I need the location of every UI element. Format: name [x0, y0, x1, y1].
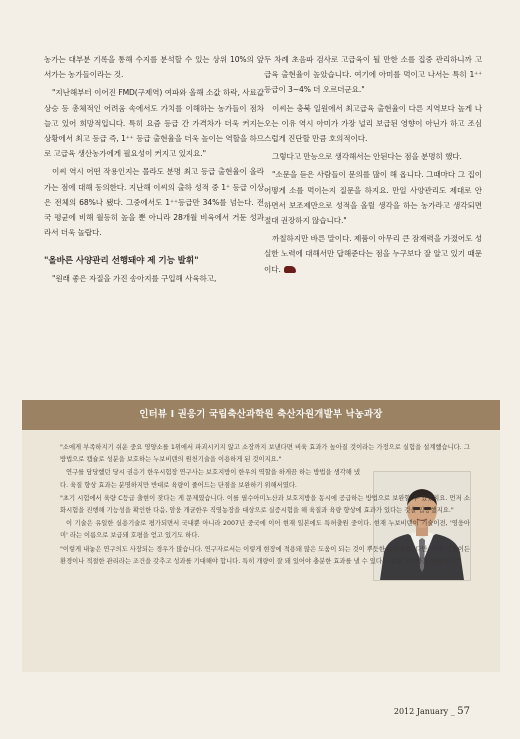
left-paragraph-4: "원래 좋은 자질을 가진 송아지를 구입해 사육하고,	[52, 274, 217, 284]
right-paragraph-4: "소문을 듣은 사람들이 문의를 많이 해 옵니다. 그때마다 그 집이 어떻게 소를 먹이는지 질문을 하지요. 만일 사양관리도 제대로 안 하면서 보조제만으로 성적을 올릴 생각을 하는 농가라고 생각되면 절대 권장하지 않습니다."	[264, 170, 482, 226]
left-paragraph-2: "지난해부터 이어진 FMD(구제역) 여파와 올해 소값 하락, 사료값 상승 등 총체적인 어려움 속에서도 가치를 이해하는 농가들이 점차 늘고 있어 희망적입니다. 특히 요즘 등급 간 가격차가 더욱 커지는 상황에서 최고 등급 즉, 1⁺⁺ 등급 출현율을 더욱 높이는 역할을 하므로 고급육 생산농가에게 필요성이 커지고 있지요."	[44, 88, 264, 159]
interview-paragraph-3: "초기 시험에서 육량 C등급 출현이 잦다는 게 문제였습니다. 이를 필수아미노산과 보호지방을 동시에 공급하는 방법으로 보완할 수 있었지요. 먼저 소화시험을 진행해 기능성을 확인한 다음, 암웅 개균한우 직영농장을 대상으로 실증시험을 해 육질과 육량 향상에 효과가 있다는 것을 입증했지요."	[60, 494, 470, 515]
right-paragraph-3: 그렇다고 만능으로 생각해서는 안된다는 점을 분명히 했다.	[272, 152, 462, 162]
interview-body	[60, 442, 470, 569]
left-paragraph-3: 이씨 역시 어떤 작용인지는 몰라도 분명 최고 등급 출현율이 올라가는 점에 대해 동의한다. 지난해 이씨의 출하 성적 중 1⁺ 등급 이상은 전체의 68%나 됐다. 그중에서도 1⁺⁺등급만 34%를 넘는다. 전국 평균에 비해 월등히 높을 뿐 아니라 28개월 비육에서 거둔 성과라서 더욱 놀랍다.	[44, 167, 264, 238]
right-paragraph-1: 두 차례 초음파 검사로 고급육이 될 만한 소를 집중 관리하니까 고급육 출현율이 높았습니다. 여기에 아미를 먹이고 나서는 특히 1⁺⁺등급이 3~4% 더 오르더군요."	[264, 55, 482, 95]
issue-date: 2012 January	[393, 707, 449, 716]
footer-separator: _	[450, 707, 455, 716]
left-column	[44, 52, 264, 290]
right-paragraph-5-text: 까칠하지만 바른 말이다. 제품이 아무리 큰 잠재력을 가졌어도 성실한 노력에 대해서만 답해준다는 점을 누구보다 잘 알고 있기 때문이다.	[264, 234, 482, 274]
interview-paragraph-4: 이 기술은 유일한 실용기술로 평가되면서 국내뿐 아니라 2007년 중국에 이어 현재 일본에도 특허출원 중이다. 현재 누보비덴이 기술이전, '영웅아미' 라는 이름으로 보급돼 호평을 얻고 있기도 하다.	[60, 520, 470, 540]
interview-title: 인터뷰 I 권응기 국립축산과학원 축산자원개발부 낙농과장	[139, 409, 383, 420]
interview-paragraph-5: "이렇게 내놓은 연구의도 사장되는 경우가 많습니다. 연구자로서는 이렇게 현장에 적용돼 많은 도움이 되는 것이 뿌듯한 일이지요. 다만, 어떤 기술이든 환경이나 적절한 관리라는 조건을 갖추고 성과를 기대해야 합니다. 특히 개량이 잘 돼 있어야 충분한 효과를 낼 수 있다는 점을 강조하고 싶습니다."	[60, 545, 470, 565]
right-paragraph-5	[264, 231, 482, 277]
left-paragraph-1: 농가는 대부분 기록을 통해 수지를 분석할 수 있는 상위 10%의 앞서가는 농가들이라는 것.	[44, 55, 264, 80]
interview-paragraph-2: 연구를 담당했던 당시 권응기 한우시험장 연구사는 보호지방이 한우의 역할을 하게끔 하는 방법을 생각해 냈다. 육질 향상 효과는 분명하지만 반대로 육량이 줄어드는 단점을 보완하기 위해서였다.	[60, 469, 360, 489]
page-number: 57	[457, 706, 470, 717]
interview-box	[22, 400, 500, 672]
interview-paragraph-1: "소에게 부족하지기 쉬운 중요 영양소를 1위에서 파괴시키지 않고 소장까지 보낸다면 비육 효과가 높아질 것이라는 가정으로 실험을 설계했습니다. 그 방법으로 캡슐로 성분을 보호하는 누보비덴의 원천기술을 이용하게 된 것이지요."	[60, 444, 470, 464]
cow-end-mark-icon	[284, 266, 296, 273]
right-paragraph-2: 이씨는 충북 일원에서 최고급육 출현율이 다른 지역보다 높게 나오는 이유 역시 아미가 가장 널리 보급된 영향이 아닌가 하고 조심스럽게 진단할 만큼 호의적이다.	[264, 103, 482, 144]
page-footer	[394, 706, 470, 717]
right-column	[264, 52, 482, 280]
section-subheading: "올바른 사양관리 선행돼야 제 기능 발휘"	[44, 256, 199, 267]
